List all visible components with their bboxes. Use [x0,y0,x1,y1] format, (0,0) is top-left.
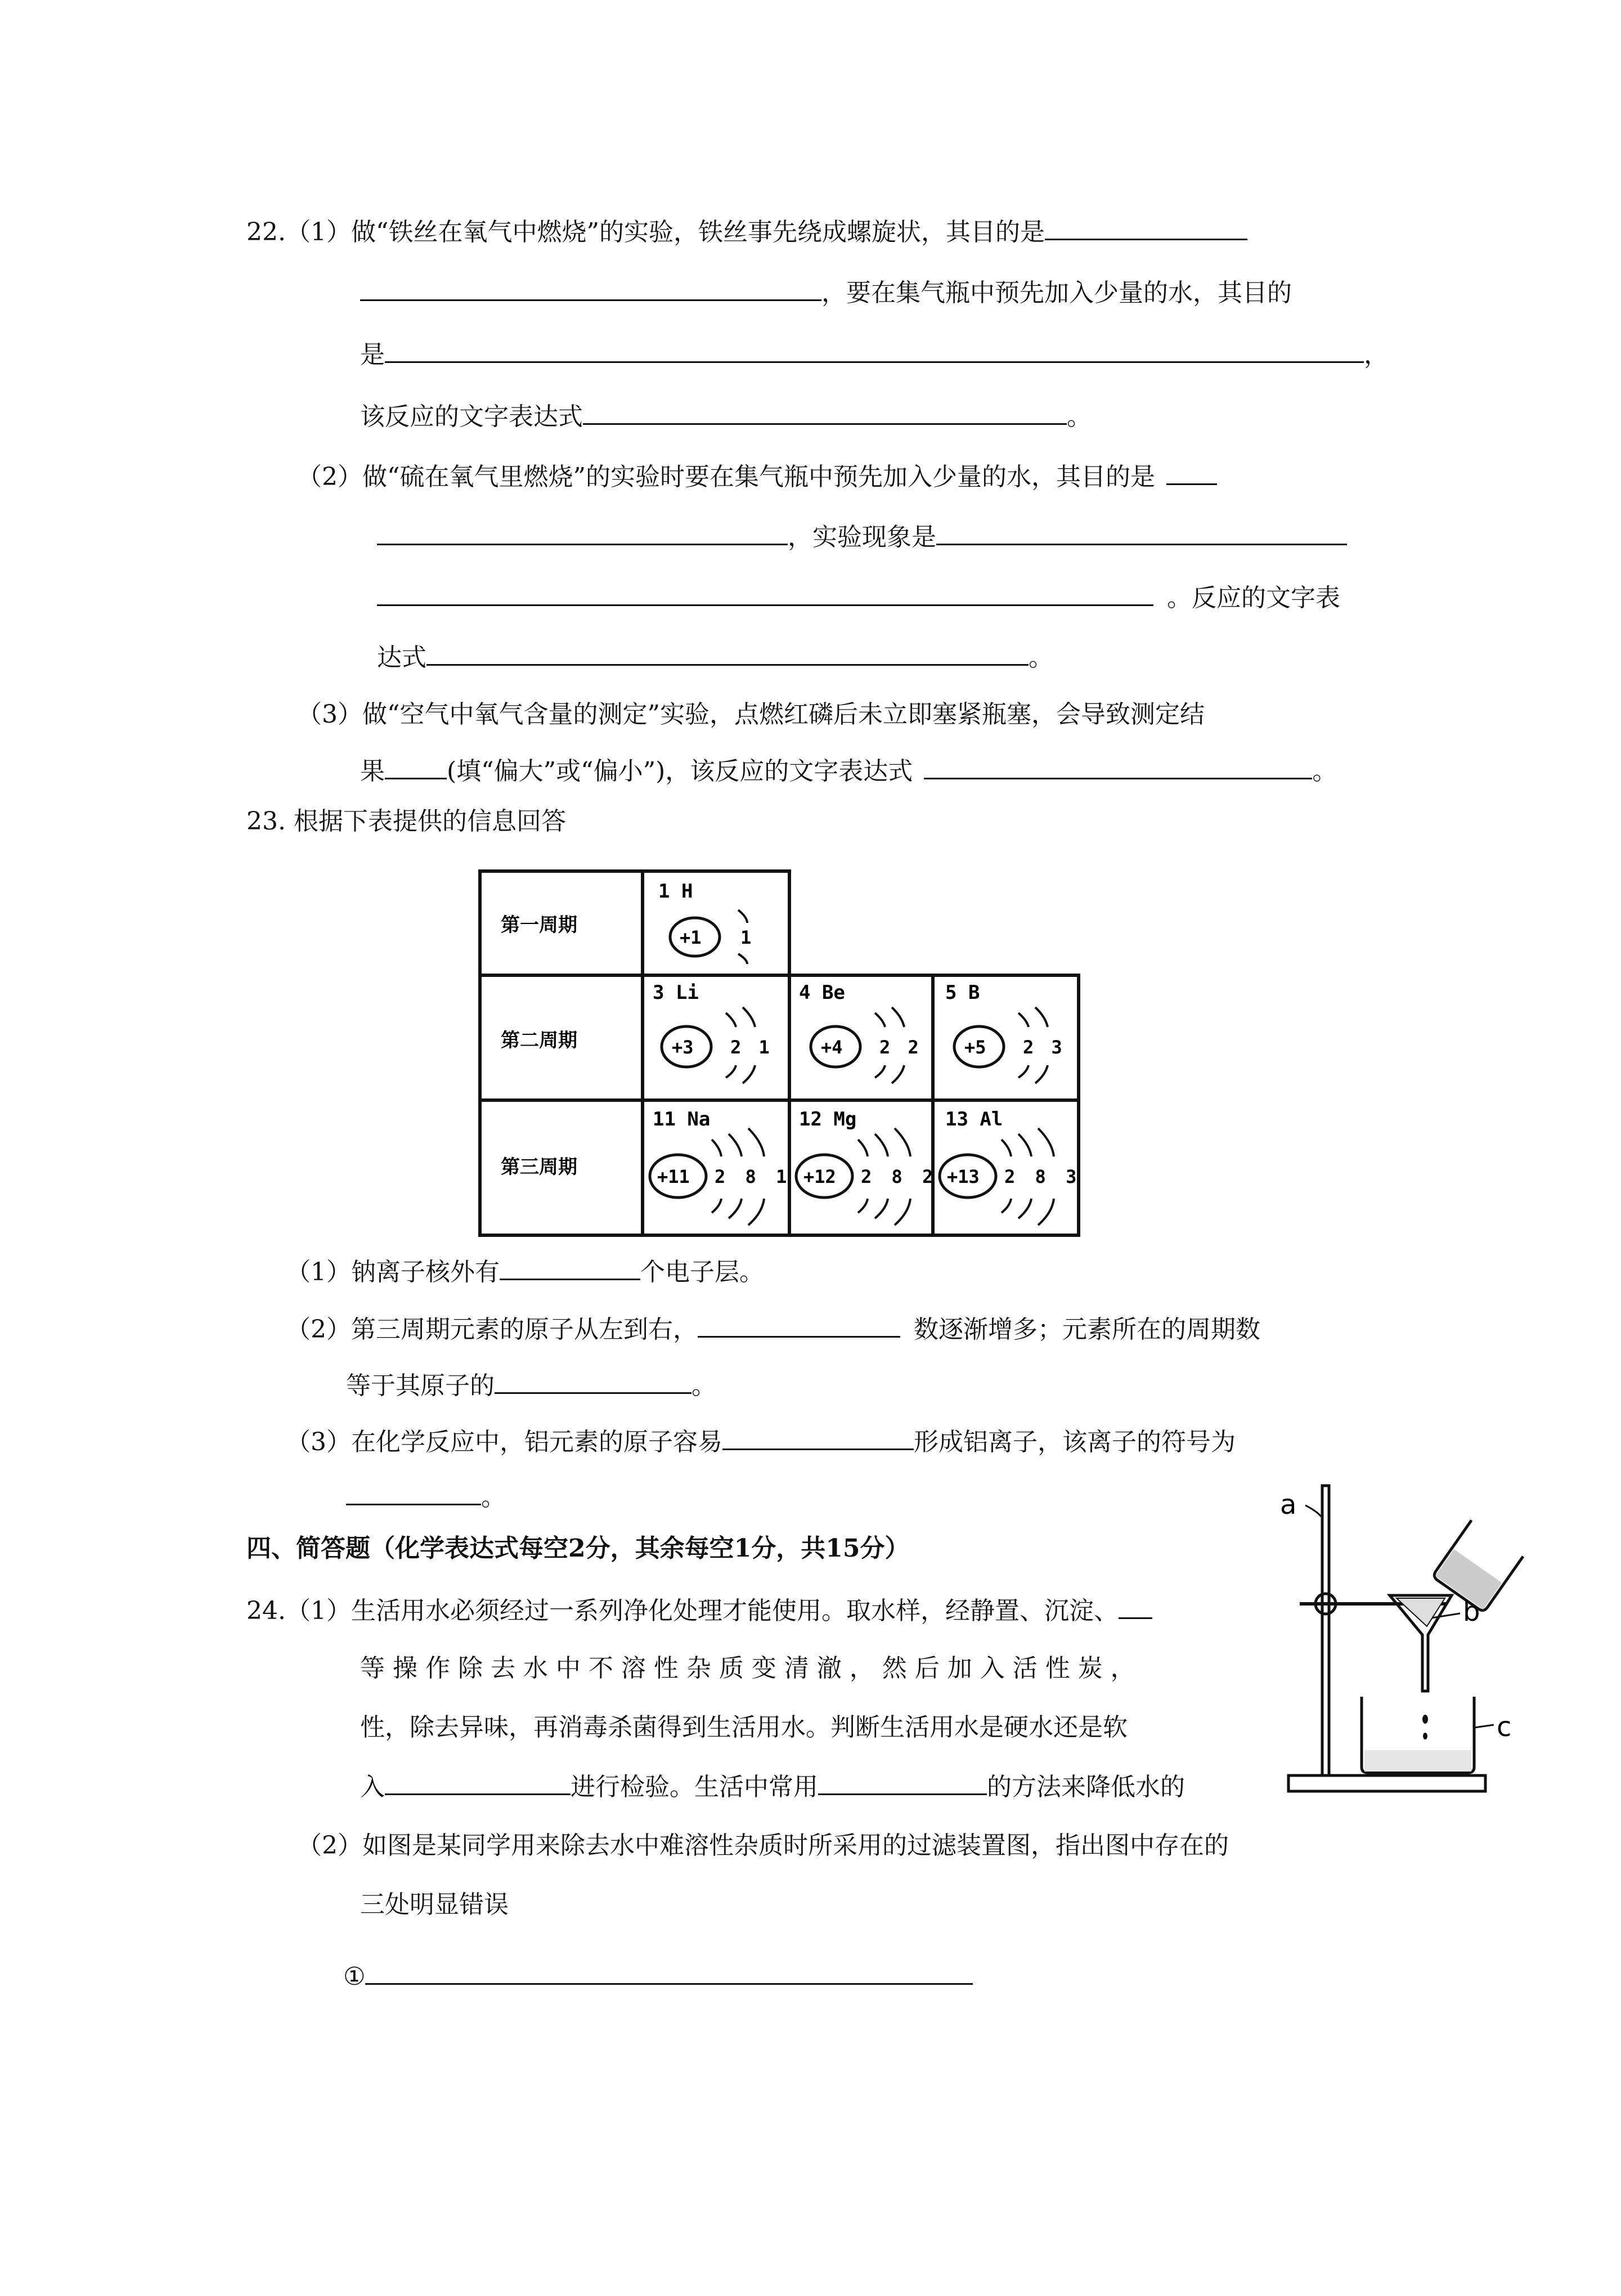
element-li-shells: 2 1 [730,1037,773,1058]
q24-blank-1[interactable] [1119,1593,1152,1619]
q22-comma: ， [1364,340,1389,369]
q22-part3-prompt: （3）做“空气中氧气含量的测定”实验，点燃红磷后未立即塞紧瓶塞，会导致测定结 [297,700,1205,729]
q22-line-2 [360,275,1292,310]
element-h-label: 1 H [658,880,693,903]
label-c: c [1497,1711,1512,1743]
q24-blank-4[interactable] [365,1958,973,1985]
q23-sub2-line-1 [286,1311,1260,1347]
row-label-period-1: 第一周期 [501,914,577,936]
element-be-nucleus: +4 [821,1037,843,1058]
q24-part1-prompt: 24.（1）生活用水必须经过一系列净化处理才能使用。取水样，经静置、沉淀、 [246,1597,1119,1625]
element-al-shells: 2 8 3 [1004,1166,1081,1187]
element-li-label: 3 Li [653,981,699,1004]
q23-sub3-cont: 形成铝离子，该离子的符号为 [914,1428,1236,1456]
q23-blank-1[interactable] [500,1254,640,1280]
q22-part1-expression-label: 该反应的文字表达式 [360,402,583,431]
label-b: b [1463,1596,1480,1627]
q22-part2-line-3 [377,580,1340,615]
q24-part1-cont1: 等 操 作 除 去 水 中 不 溶 性 杂 质 变 清 澈 ， 然 后 加 入 活 性 炭 ， [360,1654,1135,1683]
beaker-filtrate [1364,1750,1471,1772]
q22-part2-expression-b: 达式 [377,643,426,672]
q23-sub3-line-2 [346,1479,506,1514]
row-label-period-3: 第三周期 [501,1156,577,1178]
q23-sub2-cont: 数逐渐增多；元素所在的周期数 [914,1315,1260,1344]
row-label-period-2: 第二周期 [501,1029,577,1052]
q22-part1-cont: ，要在集气瓶中预先加入少量的水，其目的 [821,279,1292,307]
q23-blank-2[interactable] [698,1311,900,1338]
element-b-label: 5 B [945,981,980,1004]
q23-blank-5[interactable] [346,1479,481,1505]
q23-sub1-end: 个电子层。 [640,1258,764,1286]
q22-part2-line-1 [297,459,1217,494]
element-li-nucleus: +3 [672,1037,694,1058]
q24-part1-cont3: 入 [360,1773,385,1801]
q22-line-4 [360,398,1092,434]
q22-part3-line-2 [360,753,1337,788]
section-4-title: 四、简答题（化学表达式每空2分，其余每空1分，共15分） [246,1534,910,1563]
element-be-label: 4 Be [799,981,845,1004]
q23-blank-3[interactable] [495,1367,691,1394]
q22-part2-period: 。 [1029,643,1053,672]
q22-blank-1[interactable] [1045,214,1247,240]
q24-part1-cont2: 性，除去异味，再消毒杀菌得到生活用水。判断生活用水是硬水还是软 [360,1713,1128,1742]
q22-part3-line-1 [297,698,1205,732]
element-al [940,1108,1081,1225]
q22-blank-3[interactable] [385,337,1364,363]
q22-part1-prompt: 22.（1）做“铁丝在氧气中燃烧”的实验，铁丝事先绕成螺旋状，其目的是 [246,218,1045,246]
q24-item-1-marker: ① [343,1962,366,1991]
q22-blank-6[interactable] [377,519,788,545]
q24-part1-cont5: 的方法来降低水的 [987,1773,1185,1801]
q24-item-1 [343,1958,973,1994]
element-mg [796,1108,937,1225]
element-na-nucleus: +11 [657,1166,690,1187]
q23-sub2-cont2: 等于其原子的 [346,1371,495,1400]
q23-sub2-prompt: （2）第三周期元素的原子从左到右， [286,1315,698,1344]
q22-blank-9[interactable] [426,639,1029,666]
element-b [945,981,1066,1083]
q22-blank-11[interactable] [924,753,1312,779]
element-h [658,880,751,964]
q22-line-3 [360,337,1389,372]
element-b-nucleus: +5 [964,1037,986,1058]
q22-period: 。 [1067,402,1092,431]
element-na [650,1108,791,1225]
q23-blank-4[interactable] [722,1424,914,1450]
q22-part2-expression-a: 。反应的文字表 [1167,584,1340,612]
q23-intro: 23. 根据下表提供的信息回答 [246,807,566,836]
q24-line-1 [246,1593,1152,1628]
label-a: a [1280,1489,1297,1521]
element-mg-nucleus: +12 [803,1166,836,1187]
element-be-shells: 2 2 [879,1037,922,1058]
q24-line-3 [360,1711,1128,1745]
q22-part3-hint: (填“偏大”或“偏小”)，该反应的文字表达式 [447,757,913,786]
filtration-svg [1277,1483,1536,1798]
q22-part2-line-2 [377,519,1347,554]
element-h-shells: 1 [740,927,752,948]
element-be [799,981,922,1083]
q23-sub1-prompt: （1）钠离子核外有 [286,1258,500,1286]
element-li [653,981,773,1083]
q22-blank-10[interactable] [385,753,447,779]
element-al-nucleus: +13 [947,1166,980,1187]
element-al-label: 13 Al [945,1108,1003,1131]
q24-part2-line-1 [297,1829,1229,1863]
element-mg-label: 12 Mg [799,1108,857,1131]
element-na-label: 11 Na [653,1108,711,1131]
element-na-shells: 2 8 1 [715,1166,792,1187]
q22-part2-phenomenon: ，实验现象是 [788,523,936,551]
q22-blank-4[interactable] [583,398,1067,425]
periodic-table-svg [478,869,1086,1241]
periodic-table [478,869,1086,1243]
q24-part2-cont: 三处明显错误 [360,1890,509,1919]
q24-part2-line-2 [360,1888,509,1922]
q22-part1-is: 是 [360,340,385,369]
q22-line-1 [246,214,1247,249]
q22-part2-prompt: （2）做“硫在氧气里燃烧”的实验时要在集气瓶中预先加入少量的水，其目的是 [297,463,1155,491]
q24-blank-3[interactable] [818,1769,987,1795]
filtration-apparatus-figure [1277,1483,1536,1800]
element-h-nucleus: +1 [680,927,702,948]
q22-part3-result: 果 [360,757,385,786]
q22-blank-8[interactable] [377,580,1153,606]
q23-sub3-prompt: （3）在化学反应中，铝元素的原子容易 [286,1428,722,1456]
q23-sub2-line-2 [346,1367,716,1403]
q23-sub3-period: 。 [481,1483,506,1512]
q22-part2-line-4 [377,639,1053,675]
q24-part2-prompt: （2）如图是某同学用来除去水中难溶性杂质时所采用的过滤装置图，指出图中存在的 [297,1831,1229,1860]
q22-blank-5[interactable] [1166,459,1217,485]
q24-blank-2[interactable] [385,1769,571,1795]
element-mg-shells: 2 8 2 [861,1166,938,1187]
q22-part3-period: 。 [1312,757,1337,786]
q23-sub1 [286,1254,764,1289]
q22-blank-7[interactable] [936,519,1347,545]
q23-sub3-line-1 [286,1424,1236,1459]
q24-line-4 [360,1769,1185,1804]
q23-sub2-period: 。 [691,1371,716,1400]
element-b-shells: 2 3 [1023,1037,1066,1058]
q24-part1-cont4: 进行检验。生活中常用 [571,1773,818,1801]
q22-blank-2[interactable] [360,275,821,301]
q24-line-2 [360,1652,1135,1685]
